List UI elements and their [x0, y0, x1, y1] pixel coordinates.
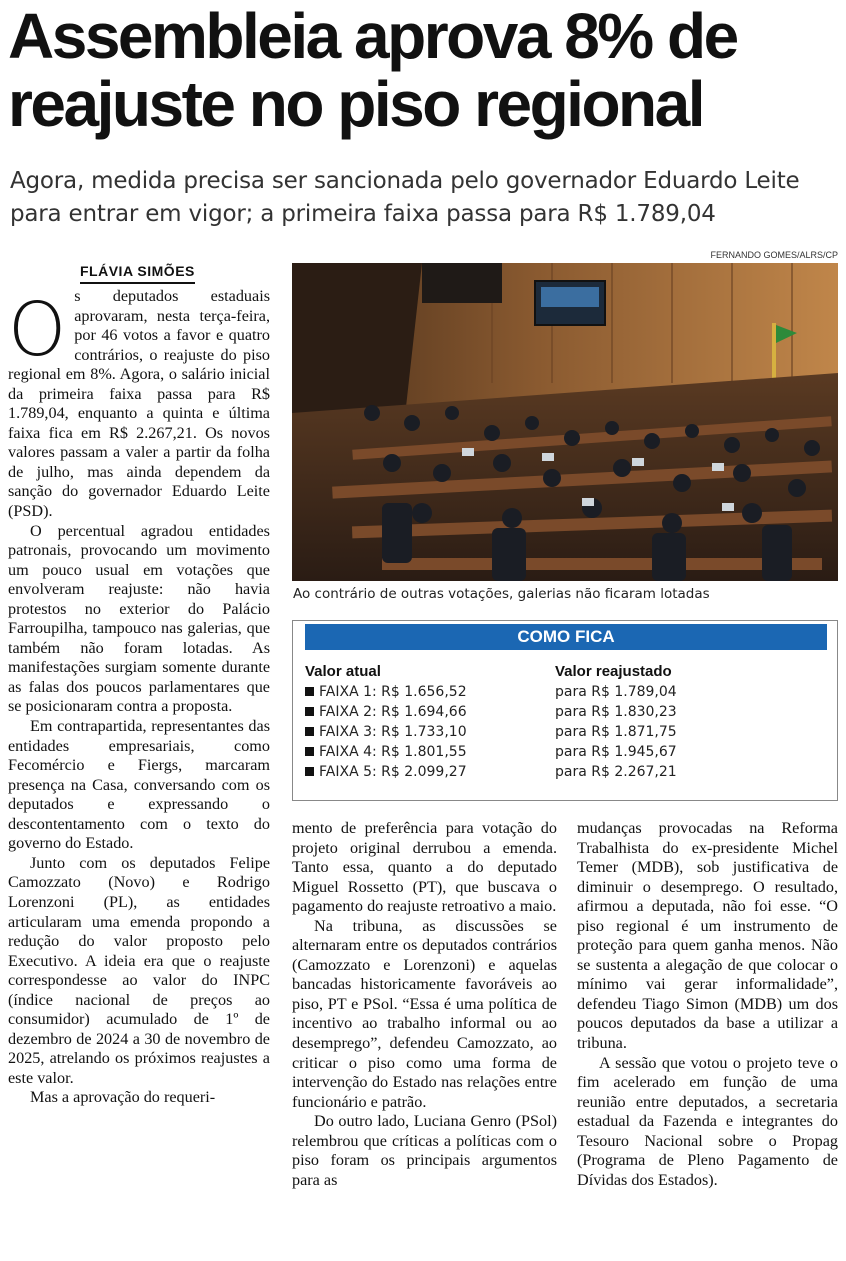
- byline: FLÁVIA SIMÕES: [80, 263, 195, 284]
- faixa-new: para R$ 1.830,23: [555, 704, 677, 720]
- paragraph: A sessão que votou o projeto teve o fim acelerado em função de uma reunião entre deputados, a secretaria estadual da Fazenda e integrantes do Tesouro Nacional sobre o Propag (Programa de Pleno Pagamento de Dívidas dos Estados).: [577, 1053, 838, 1189]
- paragraph: Do outro lado, Luciana Genro (PSol) relembrou que críticas a políticas com o piso foram os principais argumentos para as: [292, 1112, 557, 1189]
- faixa-current: [305, 742, 467, 762]
- faixa-current: [305, 682, 467, 702]
- faixa-current-text: FAIXA 2: R$ 1.694,66: [319, 704, 467, 720]
- faixa-current-text: FAIXA 3: R$ 1.733,10: [319, 724, 467, 740]
- photo-caption: Ao contrário de outras votações, galerias não ficaram lotadas: [293, 586, 710, 602]
- photo-credit: FERNANDO GOMES/ALRS/CP: [710, 250, 838, 260]
- paragraph: Mas a aprovação do requeri-: [30, 1088, 216, 1107]
- faixa-new: para R$ 1.789,04: [555, 684, 677, 700]
- faixa-current-text: FAIXA 5: R$ 2.099,27: [319, 764, 467, 780]
- drop-cap: O: [8, 287, 67, 373]
- paragraph: s deputados estaduais aprovaram, nesta terça-feira, por 46 votos a favor e quatro contrários, o reajuste do piso regional em 8%. Agora, o salário inicial da primeira faixa passa para R$ 1.789,04, enquanto a quinta e última faixa fica em R$ 2.267,21. Os novos valores passam a valer a partir da folha de julho, mas ainda dependem da sanção do governador Eduardo Leite (PSD).: [8, 287, 270, 521]
- faixa-current: [305, 722, 467, 742]
- box-title: COMO FICA: [305, 624, 827, 650]
- bullet-square-icon: [305, 727, 314, 736]
- faixa-new: para R$ 1.871,75: [555, 724, 677, 740]
- headline: Assembleia aprova 8% de reajuste no piso regional: [8, 0, 737, 140]
- bullet-square-icon: [305, 767, 314, 776]
- current-value-heading: Valor atual: [305, 663, 381, 680]
- paragraph: mento de preferência para votação do projeto original derrubou a emenda. Tanto essa, quanto a do deputado Miguel Rossetto (PT), que buscava o pagamento do reajuste retroativo a maio.: [292, 819, 557, 916]
- faixa-current: [305, 762, 467, 782]
- bullet-square-icon: [305, 687, 314, 696]
- bullet-square-icon: [305, 747, 314, 756]
- faixa-new: para R$ 2.267,21: [555, 764, 677, 780]
- subheadline: Agora, medida precisa ser sancionada pelo governador Eduardo Leite para entrar em vigor; a primeira faixa passa para R$ 1.789,04: [10, 168, 800, 227]
- paragraph: Na tribuna, as discussões se alternaram entre os deputados contrários (Camozzato e Lorenzoni) e aquelas bancadas historicamente favoráveis ao piso, PT e PSol. “Essa é uma política de incentivo ao trabalho informal ou ao desemprego”, defendeu Camozzato, ao criticar o piso como uma forma de intervenção do Estado nas relações entre funcionário e patrão.: [292, 916, 557, 1111]
- paragraph: Em contrapartida, representantes das entidades empresariais, como Fecomércio e Fiergs, marcaram presença na Casa, conversando com os deputados e expressando o descontentamento com o texto do governo do Estado.: [8, 717, 270, 853]
- faixa-current-text: FAIXA 1: R$ 1.656,52: [319, 684, 467, 700]
- paragraph: Junto com os deputados Felipe Camozzato (Novo) e Rodrigo Lorenzoni (PL), as entidades articularam uma emenda propondo a redução do valor proposto pelo Executivo. A ideia era que o reajuste correspondesse ao valor do INPC (índice nacional de preços ao consumidor) acumulado de 1º de dezembro de 2024 a 30 de novembro de 2025, atrelando os próximos reajustes a este valor.: [8, 853, 270, 1087]
- bullet-square-icon: [305, 707, 314, 716]
- assembly-photo: [292, 263, 838, 581]
- faixa-new: para R$ 1.945,67: [555, 744, 677, 760]
- article-column-3: [577, 819, 838, 1190]
- paragraph: mudanças provocadas na Reforma Trabalhista do ex-presidente Michel Temer (MDB), sob justificativa de diminuir o desemprego. O resultado, afirmou a deputada, não foi esse. “O piso regional é um instrumento de proteção para quem ganha menos. Não se sustenta a alegação de que colocar o mínimo vai gerar informalidade”, defendeu Tiago Simon (MDB) um dos poucos deputados da base a utilizar a tribuna.: [577, 819, 838, 1053]
- article-column-1: [8, 287, 270, 1108]
- faixa-current-text: FAIXA 4: R$ 1.801,55: [319, 744, 467, 760]
- como-fica-box: [292, 620, 838, 801]
- adjusted-value-heading: Valor reajustado: [555, 663, 672, 680]
- faixa-current: [305, 702, 467, 722]
- article-column-2: [292, 819, 557, 1190]
- paragraph: O percentual agradou entidades patronais, provocando um movimento um pouco usual em votações que envolveram reajuste: não havia protestos no exterior do Palácio Farroupilha, tampouco nas galerias, que também não foram lotadas. As manifestações surgiam somente durante as falas dos poucos parlamentares que se posicionaram contra a proposta.: [8, 521, 270, 716]
